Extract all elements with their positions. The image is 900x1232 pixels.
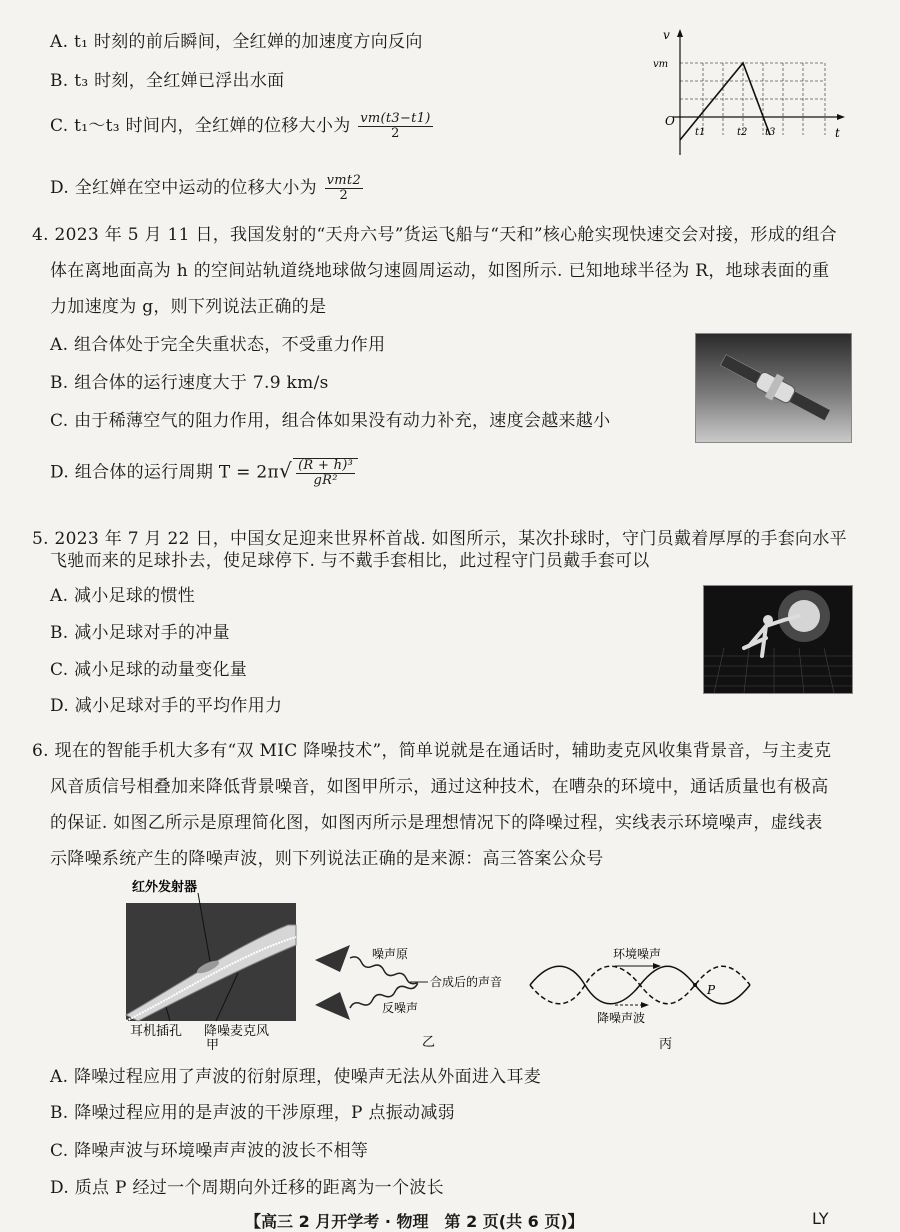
q3-option-c-text: C. t₁～t₃ 时间内，全红婵的位移大小为 <box>50 116 351 136</box>
goalkeeper-photo <box>703 585 853 694</box>
fraction-numerator: vmt2 <box>326 173 362 188</box>
fraction-numerator: vm(t3−t1) <box>360 111 431 126</box>
q5-option-d: D. 减小足球对手的平均作用力 <box>50 696 283 716</box>
figure-yi-principle <box>310 940 520 1050</box>
q3-option-b: B. t₃ 时刻，全红婵已浮出水面 <box>50 71 285 91</box>
q3-option-c <box>50 112 435 141</box>
q5-option-a: A. 减小足球的惯性 <box>50 586 196 606</box>
t2-label: t2 <box>737 127 748 138</box>
q4-option-b: B. 组合体的运行速度大于 7.9 km/s <box>50 373 329 393</box>
anti-wave-label: 降噪声波 <box>597 1011 646 1025</box>
q4-stem-line-1: 4. 2023 年 5 月 11 日，我国发射的“天舟六号”货运飞船与“天和”核心舱实现快速交会对接，形成的组合 <box>32 225 837 245</box>
q4-option-d: D. 组合体的运行周期 T = 2π√ $\frac{\text{(R + h)³}}{\text{gR²}}$ <box>50 458 358 488</box>
q5-option-b: B. 减小足球对手的冲量 <box>50 623 230 643</box>
noise-mic-label: 降噪麦克风 <box>204 1024 270 1039</box>
fraction-denominator: gR² <box>313 473 338 488</box>
v-axis-label: v <box>663 28 670 42</box>
noise-source-label: 噪声原 <box>372 947 409 961</box>
figure-jia-phone <box>118 875 318 1050</box>
fraction-denominator: 2 <box>391 126 400 141</box>
q4-stem-line-3: 力加速度为 g，则下列说法正确的是 <box>50 297 327 317</box>
t3-label: t3 <box>765 127 776 138</box>
q4-stem-line-2: 体在离地面高为 h 的空间站轨道绕地球做匀速圆周运动，如图所示. 已知地球半径为 R，地球表面的重 <box>50 261 830 281</box>
q6-option-d: D. 质点 P 经过一个周期向外迁移的距离为一个波长 <box>50 1178 444 1198</box>
q3-option-d <box>50 174 365 203</box>
anti-noise-label: 反噪声 <box>382 1001 419 1015</box>
q5-option-c: C. 减小足球的动量变化量 <box>50 660 248 680</box>
combined-sound-label: 合成后的声音 <box>430 975 503 989</box>
figure-yi-caption: 乙 <box>422 1035 436 1050</box>
fraction-numerator: (R + h)³ <box>298 458 354 473</box>
q3-option-c-fraction <box>358 112 432 141</box>
q6-stem-line-4: 示降噪系统产生的降噪声波，则下列说法正确的是来源：高三答案公众号 <box>50 849 604 869</box>
q4-option-d-text: D. 组合体的运行周期 T = 2π <box>50 462 280 483</box>
q4-option-a: A. 组合体处于完全失重状态，不受重力作用 <box>50 335 386 355</box>
figure-bing-caption: 丙 <box>659 1037 673 1052</box>
q3-option-d-text: D. 全红婵在空中运动的位移大小为 <box>50 178 317 198</box>
q3-option-d-fraction <box>325 174 363 203</box>
infrared-emitter-label: 红外发射器 <box>132 880 198 895</box>
t1-label: t1 <box>695 127 706 138</box>
point-p-label: P <box>707 983 716 997</box>
q3-option-a: A. t₁ 时刻的前后瞬间，全红婵的加速度方向反向 <box>50 32 423 52</box>
q5-stem-line-2: 飞驰而来的足球扑去，使足球停下. 与不戴手套相比，此过程守门员戴手套可以 <box>50 551 650 571</box>
q4-option-c: C. 由于稀薄空气的阻力作用，组合体如果没有动力补充，速度会越来越小 <box>50 411 611 431</box>
q6-option-b: B. 降噪过程应用的是声波的干涉原理，P 点振动减弱 <box>50 1103 455 1123</box>
q6-option-c: C. 降噪声波与环境噪声声波的波长不相等 <box>50 1141 369 1161</box>
footer-code: LY <box>812 1209 829 1228</box>
fraction-denominator: 2 <box>339 188 349 203</box>
vm-label: vm <box>653 59 669 70</box>
headphone-jack-label: 耳机插孔 <box>130 1024 183 1039</box>
figure-jia-caption: 甲 <box>206 1038 220 1050</box>
space-station-photo <box>695 333 852 443</box>
vt-graph <box>645 25 850 165</box>
figure-bing-waves <box>525 940 775 1055</box>
env-noise-label: 环境噪声 <box>613 947 662 961</box>
page-footer: 【高三 2 月开学考 · 物理 第 2 页(共 6 页)】 <box>245 1212 584 1231</box>
q6-stem-line-1: 6. 现在的智能手机大多有“双 MIC 降噪技术”，简单说就是在通话时，辅助麦克风收集背景音，与主麦克 <box>32 741 832 761</box>
origin-label: O <box>665 114 675 128</box>
q5-stem-line-1: 5. 2023 年 7 月 22 日，中国女足迎来世界杯首战. 如图所示，某次扑球时，守门员戴着厚厚的手套向水平 <box>32 529 847 549</box>
q6-option-a: A. 降噪过程应用了声波的衍射原理，使噪声无法从外面进入耳麦 <box>50 1067 542 1087</box>
q6-stem-line-3: 的保证. 如图乙所示是原理简化图，如图丙所示是理想情况下的降噪过程，实线表示环境噪声，虚线表 <box>50 813 823 833</box>
t-axis-label: t <box>835 126 840 140</box>
q6-stem-line-2: 风音质信号相叠加来降低背景噪音，如图甲所示，通过这种技术，在嘈杂的环境中，通话质量也有极高 <box>50 777 829 797</box>
